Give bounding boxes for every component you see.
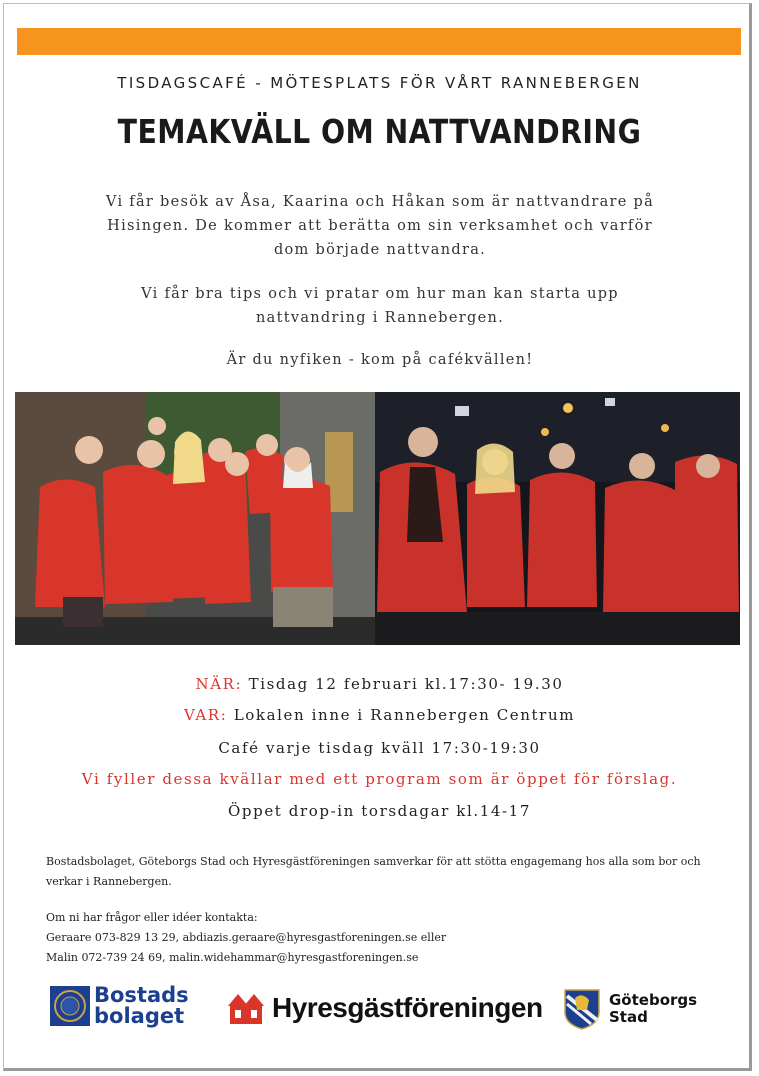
where-label: VAR: bbox=[183, 706, 228, 724]
group-photo-night bbox=[375, 392, 740, 645]
intro-line: Vi får besök av Åsa, Kaarina och Håkan som är nattvandrare på bbox=[105, 194, 655, 210]
intro-line: Vi får bra tips och vi pratar om hur man kan starta upp bbox=[141, 286, 619, 302]
event-time bbox=[0, 675, 759, 693]
photo-collage bbox=[15, 392, 740, 645]
goteborg-coat-of-arms-icon bbox=[563, 988, 601, 1030]
photo-illustration bbox=[15, 392, 740, 645]
when-value: Tisdag 12 februari kl.17:30- 19.30 bbox=[248, 675, 564, 693]
goteborg-name-2: Stad bbox=[609, 1008, 648, 1026]
hyresgast-house-icon bbox=[226, 988, 266, 1028]
contact-info bbox=[46, 908, 726, 968]
collaboration-text bbox=[46, 852, 726, 892]
program-note: Vi fyller dessa kvällar med ett program som är öppet för förslag. bbox=[81, 770, 678, 788]
event-location bbox=[0, 706, 759, 724]
bostadsbolaget-name-2: bolaget bbox=[94, 1004, 185, 1028]
bostadsbolaget-name-1: Bostads bbox=[94, 983, 189, 1007]
contact-heading: Om ni har frågor eller idéer kontakta: bbox=[46, 911, 258, 924]
collab-line: verkar i Rannebergen. bbox=[46, 875, 172, 888]
hyresgastforeningen-logo bbox=[226, 988, 543, 1028]
hyresgast-name: Hyresgästföreningen bbox=[272, 992, 543, 1023]
goteborg-name-1: Göteborgs bbox=[609, 991, 698, 1009]
intro-line: dom började nattvandra. bbox=[273, 242, 487, 258]
intro-paragraph-3: Är du nyfiken - kom på cafékvällen! bbox=[226, 352, 534, 368]
intro-line: nattvandring i Rannebergen. bbox=[256, 310, 504, 326]
bostadsbolaget-seal-icon bbox=[50, 986, 90, 1026]
contact-geraare: Geraare 073-829 13 29, abdiazis.geraare@hyresgastforeningen.se eller bbox=[46, 931, 447, 944]
dropin-hours: Öppet drop-in torsdagar kl.14-17 bbox=[228, 802, 531, 820]
collab-line: Bostadsbolaget, Göteborgs Stad och Hyresgästföreningen samverkar för att stötta engagemang hos alla som bor och bbox=[46, 855, 701, 868]
event-subtitle: TISDAGSCAFÉ - MÖTESPLATS FÖR VÅRT RANNEBERGEN bbox=[117, 74, 642, 92]
contact-malin: Malin 072-739 24 69, malin.widehammar@hyresgastforeningen.se bbox=[46, 951, 419, 964]
bostadsbolaget-logo bbox=[50, 985, 189, 1027]
where-value: Lokalen inne i Rannebergen Centrum bbox=[233, 706, 576, 724]
when-label: NÄR: bbox=[195, 675, 243, 693]
group-photo-daytime bbox=[15, 392, 375, 645]
intro-line: Hisingen. De kommer att berätta om sin verksamhet och varför bbox=[107, 218, 653, 234]
header-accent-bar bbox=[17, 28, 741, 55]
event-title: TEMAKVÄLL OM NATTVANDRING bbox=[117, 112, 642, 151]
cafe-schedule: Café varje tisdag kväll 17:30-19:30 bbox=[218, 739, 541, 757]
goteborgs-stad-logo bbox=[563, 988, 697, 1030]
intro-paragraph-1 bbox=[60, 190, 700, 262]
intro-paragraph-2 bbox=[60, 282, 700, 330]
